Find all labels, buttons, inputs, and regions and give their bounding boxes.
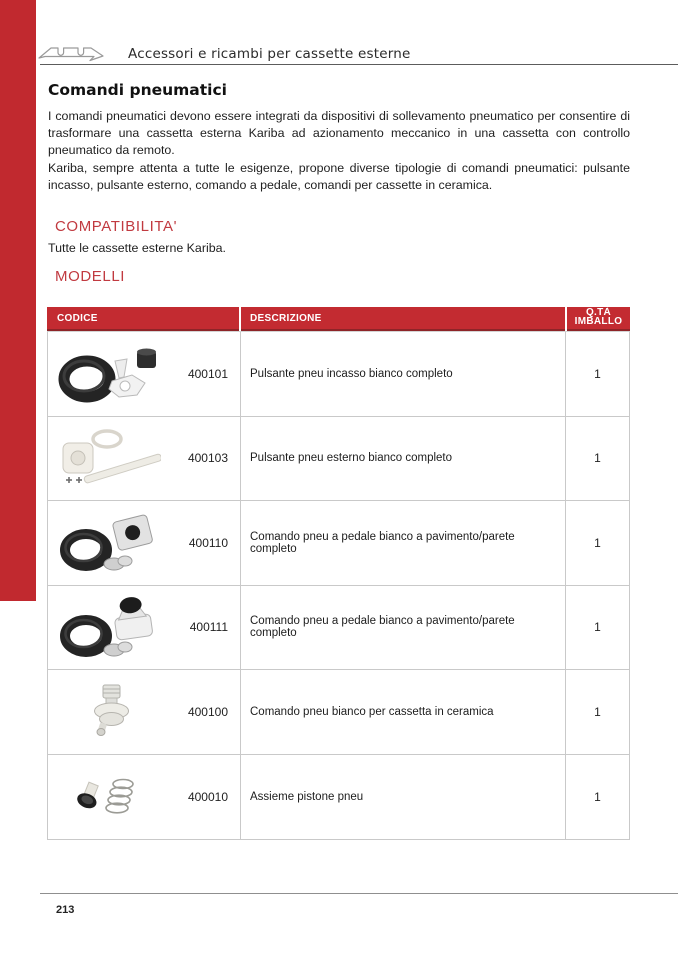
table-row [48,501,629,586]
table-row [48,417,629,502]
product-code: 400100 [187,704,228,719]
product-qty: 1 [594,620,601,635]
code-cell [48,586,240,670]
product-description: Comando pneu a pedale bianco a pavimento/parete completo [240,586,566,670]
code-cell [48,755,240,840]
product-photo-400111 [48,596,170,658]
page-number: 213 [56,904,75,916]
page-header-title: Accessori e ricambi per cassette esterne [128,46,411,62]
product-code: 400010 [187,789,228,804]
table-body [47,331,630,840]
intro-text [48,108,630,194]
models-table [47,307,630,840]
compatibility-heading: COMPATIBILITA' [55,218,178,235]
product-description: Comando pneu a pedale bianco a pavimento/parete completo [240,501,566,585]
section-title: Comandi pneumatici [48,81,227,99]
product-photo-400100 [48,681,170,743]
code-cell [48,417,240,501]
column-header-qty [567,307,630,331]
table-row [48,670,629,755]
product-qty: 1 [594,451,601,466]
compatibility-text: Tutte le cassette esterne Kariba. [48,241,226,255]
product-photo-400103 [48,427,170,489]
product-description: Pulsante pneu incasso bianco completo [240,332,566,416]
intro-paragraph-1: I comandi pneumatici devono essere integrati da dispositivi di sollevamento pneumatico per consentire di trasformare una cassetta esterna Kariba ad azionamento meccanico in una cassetta con controllo pneumatico da remoto. [48,109,630,158]
product-qty: 1 [594,704,601,719]
product-description: Comando pneu bianco per cassetta in ceramica [240,670,566,754]
product-description: Pulsante pneu esterno bianco completo [240,417,566,501]
code-cell [48,670,240,754]
models-heading: MODELLI [55,268,126,285]
product-code: 400103 [187,451,228,466]
product-description: Assieme pistone pneu [240,755,566,840]
product-qty: 1 [594,789,601,804]
header-divider [40,64,678,65]
code-cell [48,332,240,416]
intro-paragraph-2: Kariba, sempre attenta a tutte le esigenze, propone diverse tipologie di comandi pneumatici: pulsante incasso, pulsante esterno, comando a pedale, comandi per cassette in ceramica. [48,160,630,192]
qty-header-line2: IMBALLO [574,316,623,327]
qty-header-line1: Q.TÀ [585,307,612,319]
product-code: 400110 [188,535,228,550]
table-row [48,755,629,840]
column-header-description: DESCRIZIONE [241,307,565,331]
table-header-row [47,307,630,331]
product-photo-400010 [48,766,170,828]
product-photo-400110 [48,512,170,574]
product-qty: 1 [594,535,601,550]
left-accent-bar [0,0,36,601]
column-header-code: CODICE [47,307,239,331]
product-code: 400101 [187,366,228,381]
product-code: 400111 [189,620,228,635]
code-cell [48,501,240,585]
product-qty: 1 [594,366,601,381]
product-photo-400101 [48,343,170,405]
table-row [48,332,629,417]
table-row [48,586,629,671]
cistern-profile-outline-icon [38,42,104,66]
footer-divider [40,893,678,894]
